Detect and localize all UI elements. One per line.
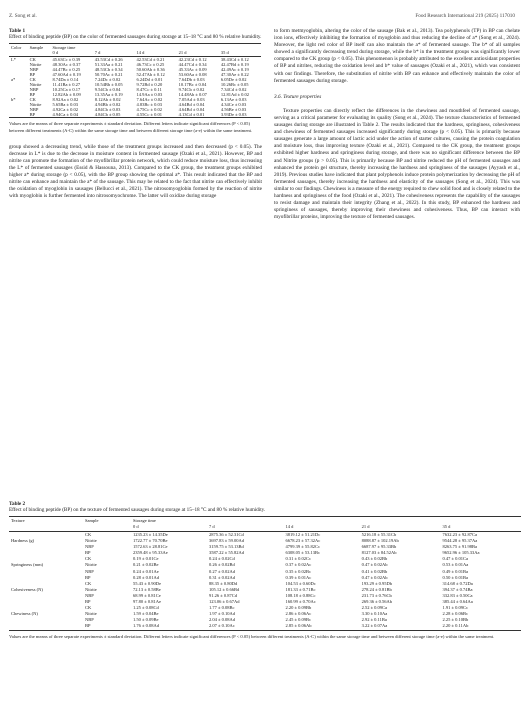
- value-cell: 50.70Ac ± 0.21: [94, 72, 123, 78]
- value-cell: 4.75Cc ± 0.02: [136, 107, 162, 113]
- value-cell: 4.56Be ± 0.03: [220, 107, 247, 113]
- right-body-text-2: Texture properties can directly reflect the differences in the chewiness and mouthfeel of fermented sausage, serving as a critical parameter for evaluating its quality (Song et al., 2024). The texture characteristics of fermented sausages during storage are illustrated in Table 2. The results indicated that the hardness, springiness, cohesiveness and chewiness of fermented sausages increased significantly during storage (p < 0.05). This is primarily because sausages generate a large amount of lactic acid under the action of starter cultures, causing the protein coagulation and moisture loss, thus improving texture (Ozaki et al., 2021). Compared to the CK group, the treatment groups exhibited higher hardness and springiness during storage, and there was no significant difference between the BP and Nitrite groups (p > 0.05). This is primarily because BP and nitrite reduced the pH of fermented sausages and enhanced the protein gel structure, thereby increasing the hardness and springiness of the sausages (Ayyash et al., 2019). Previous studies have indicated that plant polyphenols induce protein polymerization by decreasing the pH of fermented sausages, thereby increasing the hardness and elasticity of the sausages (Song et al., 2024). This was similar to our findings. Chewiness is a measure of the energy required to chew solid food and is closely related to the hardness and springiness of the food (Ozaki et al., 2021). The cohesiveness represents the capability of the sausages to resist damage and maintain their integrity (Zhang et al., 2022). In this study, BP enhanced the hardness and springiness of sausages, thereby improving their chewiness and cohesiveness. Thus, BP can interact with myofibrillar proteins, improving the texture of fermented sausages.: [274, 107, 521, 221]
- value-cell: 14.48Ab ± 0.07: [178, 92, 207, 98]
- value-cell: 10.54Bb ± 0.05: [94, 82, 123, 88]
- value-cell: 10.25Ca ± 0.17: [52, 87, 81, 93]
- value-cell: 53.60Aa ± 0.08: [178, 72, 207, 78]
- value-cell: 72.13 ± 0.58Be: [133, 586, 161, 592]
- value-cell: 7.64Db ± 0.03: [178, 77, 205, 83]
- value-cell: 97.80 ± 0.81Ae: [133, 599, 161, 605]
- value-cell: 88.35 ± 0.80Dd: [209, 580, 238, 586]
- value-cell: 12.81Ad ± 0.02: [220, 92, 250, 98]
- value-cell: 4.94Bb ± 0.02: [94, 102, 121, 108]
- value-cell: 2.25 ± 0.10Bb: [442, 617, 469, 623]
- sample-cell: BP: [29, 92, 36, 98]
- value-cell: 4.64Bd ± 0.04: [178, 102, 205, 108]
- value-cell: 4.84Cb ± 0.05: [93, 112, 135, 118]
- texture-cell: [9, 532, 83, 539]
- value-cell: 8.12Ab ± 0.02: [94, 97, 121, 103]
- value-cell: 68.99 ± 0.81Ce: [133, 592, 161, 598]
- sample-cell: NBP: [29, 67, 39, 72]
- sample-cell: NBP: [29, 107, 39, 113]
- value-cell: 8263.75 ± 91.98Ba: [442, 544, 477, 550]
- value-cell: 46.73Cc ± 0.25: [136, 61, 165, 67]
- table2-day-header: 14 d: [284, 524, 360, 532]
- value-cell: 2.20 ± 0.11Ab: [441, 623, 521, 630]
- value-cell: 2.85 ± 0.06Ab: [284, 623, 360, 630]
- sample-cell: Nitrite: [85, 538, 97, 544]
- sample-cell: Nitrite: [29, 82, 42, 88]
- sample-cell: CK: [85, 605, 92, 611]
- value-cell: 12.82Ab ± 0.09: [52, 92, 81, 98]
- value-cell: 42.49Ac ± 0.19: [220, 67, 249, 72]
- value-cell: 38.43Cd ± 0.12: [220, 56, 249, 62]
- table2-day-header: 35 d: [441, 524, 521, 532]
- value-cell: 2.28 ± 0.06Bc: [442, 611, 468, 617]
- value-cell: 1.50 ± 0.09Be: [133, 617, 159, 623]
- value-cell: 2.52 ± 0.09Ca: [361, 605, 388, 611]
- value-cell: 0.31 ± 0.02Ad: [209, 574, 235, 580]
- value-cell: 0.47 ± 0.01Ca: [442, 556, 468, 562]
- value-cell: 123.06 ± 0.67Ad: [209, 599, 240, 605]
- value-cell: 0.27 ± 0.02Ad: [209, 568, 235, 574]
- sample-cell: BP: [85, 574, 91, 580]
- value-cell: 6.05De ± 0.02: [220, 77, 247, 83]
- table1-note: Values are the means of three separate experiments ± standard deviation. Different letters indicate significant differences (P < 0.05) between different treatments (A-C) within the same storage time and between different storage time (a-e) within the same treatment.: [9, 121, 253, 133]
- value-cell: 0.50 ± 0.01Ba: [442, 574, 468, 580]
- table2-col-texture: Texture: [9, 516, 83, 524]
- value-cell: 6678.23 ± 57.32Ac: [285, 538, 321, 544]
- table2-header-spacer: [83, 524, 131, 532]
- value-cell: 11.41Ba ± 0.27: [52, 82, 81, 88]
- sample-cell: CK: [85, 556, 92, 562]
- value-cell: 6.13Ae ± 0.03: [220, 97, 247, 103]
- value-cell: 1235.23 ± 14.35De: [133, 532, 168, 537]
- value-cell: 44.47Bc ± 0.25: [52, 67, 81, 72]
- sample-cell: NBP: [85, 617, 94, 623]
- value-cell: 394.37 ± 0.74Ba: [442, 586, 473, 592]
- value-cell: 42.23Cd ± 0.12: [178, 56, 207, 62]
- table2-day-header: 7 d: [207, 524, 284, 532]
- table-row: [9, 532, 521, 539]
- value-cell: 3.93De ± 0.03: [219, 112, 261, 118]
- value-cell: 55.43 ± 0.90De: [133, 580, 161, 586]
- value-cell: 3819.12 ± 51.21Dc: [285, 532, 321, 537]
- table2-header-spacer: [9, 524, 83, 532]
- value-cell: 4.34Ce ± 0.03: [220, 102, 247, 108]
- value-cell: 13.35Aa ± 0.19: [94, 92, 123, 98]
- value-cell: 4.83Bc ± 0.03: [136, 102, 162, 108]
- value-cell: 51.33Aa ± 0.21: [94, 61, 123, 67]
- value-cell: 8.92Aa ± 0.02: [52, 97, 79, 103]
- left-column: [9, 28, 262, 200]
- table2-day-header: 0 d: [131, 524, 207, 532]
- table2-block: [9, 501, 521, 640]
- value-cell: 1.77 ± 0.08Bc: [209, 605, 235, 611]
- value-cell: 47.60Ad ± 0.19: [52, 72, 81, 78]
- running-header-authors: Z. Song et al.: [9, 13, 37, 19]
- value-cell: 2.20 ± 0.09Bb: [285, 605, 312, 611]
- sample-cell: NBP: [85, 544, 94, 550]
- value-cell: 5.65Ba ± 0.03: [52, 102, 78, 108]
- value-cell: 314.68 ± 0.72Da: [442, 580, 473, 586]
- left-body-text: group showed a decreasing trend, while those of the treatment groups increased and then decreased (p < 0.05). The decrease in L* is due to the decrease in moisture content in fermented sausage (Ozaki et al., 2021). However, BP and nitrite can promote the formation of the myofibrillar protein network, which could reduce moisture loss, thus increasing the L* of fermented sausages (Essid & Hassouna, 2013). Compared to the CK group, the treatment groups exhibited higher a* during storage (p < 0.05), with the BP group showing the optimal a*. This result indicated that the BP and nitrite can enhance and maintain the a* of the sausage. This may be related to the fact that nitrite can effectively inhibit the oxidation of myoglobin in sausages (Bellucci et al., 2021). The nitrosomyoglobin formed by the reaction of nitrite with myoglobin is further fermented into nitrosomyochrome. The latter will oxidize during storage: [9, 143, 262, 200]
- value-cell: 6308.05 ± 53.13Bc: [285, 550, 321, 556]
- value-cell: 0.35 ± 0.02Bc: [285, 568, 312, 574]
- value-cell: 0.41 ± 0.02Bb: [361, 568, 388, 574]
- value-cell: 332.83 ± 0.50Ca: [442, 592, 473, 598]
- table1-day-header: 7 d: [93, 50, 135, 57]
- table2-col-sample: Sample: [83, 516, 131, 524]
- value-cell: 3697.83 ± 59.00Ad: [209, 538, 244, 544]
- value-cell: 0.49 ± 0.01Ba: [442, 568, 468, 574]
- value-cell: 4.13Cd ± 0.01: [177, 112, 219, 118]
- value-cell: 7.64Ac ± 0.02: [136, 97, 163, 103]
- value-cell: 9.54Cb ± 0.04: [94, 87, 121, 93]
- sample-cell: CK: [85, 580, 92, 586]
- value-cell: 2.04 ± 0.08Ad: [209, 617, 235, 623]
- value-cell: 181.33 ± 0.71Bc: [285, 586, 316, 592]
- value-cell: 104.53 ± 0.60Dc: [285, 580, 316, 586]
- value-cell: 7632.23 ± 92.87Ca: [442, 532, 477, 537]
- sample-cell: Nitrite: [85, 586, 97, 592]
- value-cell: 48.30Ac ± 0.37: [52, 61, 81, 67]
- color-cell: [9, 112, 28, 118]
- value-cell: 8.74Da ± 0.14: [52, 77, 79, 83]
- value-cell: 42.47Bd ± 0.19: [220, 61, 249, 67]
- value-cell: 8127.03 ± 84.52Ab: [361, 550, 397, 556]
- table2-caption: [9, 501, 521, 514]
- value-cell: 2.45 ± 0.09Bc: [285, 617, 312, 623]
- value-cell: 10.17Bc ± 0.04: [178, 82, 207, 88]
- value-cell: 3159.75 ± 53.13Bd: [209, 544, 244, 550]
- value-cell: 9652.96 ± 105.33Aa: [442, 550, 480, 556]
- value-cell: 385.44 ± 0.64Aa: [442, 599, 473, 605]
- table2-col-storage: Storage time: [131, 516, 521, 524]
- sample-cell: Nitrite: [85, 611, 97, 617]
- value-cell: 2359.48 ± 95.33Ae: [133, 550, 168, 556]
- sample-cell: CK: [29, 77, 36, 83]
- value-cell: 9.74Cb ± 0.02: [178, 87, 205, 93]
- right-column: [274, 28, 520, 221]
- value-cell: 50.60Ab ± 0.36: [136, 67, 165, 72]
- value-cell: 231.73 ± 0.76Cb: [361, 592, 392, 598]
- value-cell: 3587.22 ± 55.82Ad: [209, 550, 244, 556]
- value-cell: 2.92 ± 0.11Ba: [361, 617, 387, 623]
- sample-cell: Nitrite: [29, 61, 42, 67]
- table2-label: Table 2: [9, 501, 26, 507]
- value-cell: 52.47Ab ± 0.12: [136, 72, 165, 78]
- value-cell: 44.47Cd ± 0.34: [178, 61, 207, 67]
- value-cell: 4.92Ca ± 0.02: [52, 107, 78, 113]
- texture-cell: Cohesiveness (N): [11, 586, 43, 592]
- sample-cell: BP: [85, 550, 91, 556]
- table2-caption-text: Effect of binding peptide (BP) on the texture of fermented sausages during storage at 15–18 °C and 80 % relative humidity.: [9, 507, 266, 514]
- value-cell: 8.47Cc ± 0.11: [136, 87, 162, 93]
- sample-cell: NBP: [85, 568, 94, 574]
- table1-label: Table 1: [9, 28, 26, 34]
- right-body-text-1: to form metmyoglobin, altering the color of the sausage (Bak et al., 2013). Tea polyphenols (TP) in BP can chelate iron ions, effectively inhibiting the formation of myoglobin and thus reducing the decline of a* (Song et al., 2024). Moreover, the light red color of BP itself can also maintain the a* of fermented sausage. The b* of all samples showed a significantly decreasing trend during storage, while the b* in the treatment groups was significantly lower compared to the CK group (p < 0.05). This phenomenon is probably attributed to the excellent antioxidant properties of BP and nitrites, reducing the oxidation level and b* value of sausages (Ozaki et al., 2021), which was consistent with our findings. Therefore, the substitution of nitrite with BP can enhance and effectively maintain the color of fermented sausages during storage.: [274, 28, 520, 84]
- value-cell: 7.05Ad ± 0.03: [178, 97, 205, 103]
- table-row: [9, 623, 521, 630]
- value-cell: 2875.36 ± 52.31Cd: [209, 532, 244, 537]
- value-cell: 0.47 ± 0.02Ab: [361, 562, 388, 568]
- sample-cell: CK: [29, 97, 36, 103]
- value-cell: 45.33Ac ± 0.09: [178, 67, 207, 72]
- color-cell: L*: [11, 56, 16, 62]
- value-cell: 1.59 ± 0.04Be: [133, 611, 159, 617]
- color-cell: a*: [11, 77, 16, 83]
- sample-cell: BP: [83, 623, 131, 630]
- value-cell: 0.31 ± 0.02Cc: [285, 556, 312, 562]
- sample-cell: CK: [85, 532, 92, 537]
- value-cell: 4799.39 ± 55.82Cc: [285, 544, 321, 550]
- value-cell: 0.26 ± 0.02Bd: [209, 562, 235, 568]
- value-cell: 7.24Dc ± 0.02: [94, 77, 121, 83]
- sample-cell: CK: [29, 56, 36, 62]
- sample-cell: NBP: [29, 87, 39, 93]
- value-cell: 0.43 ± 0.02Bb: [361, 556, 388, 562]
- value-cell: 0.24 ± 0.02Cd: [209, 556, 235, 562]
- value-cell: 9.72Bd ± 0.20: [136, 82, 163, 88]
- value-cell: 0.37 ± 0.02Ac: [285, 562, 312, 568]
- value-cell: 0.39 ± 0.01Ac: [285, 574, 312, 580]
- table1: [9, 43, 261, 119]
- texture-cell: Hardness (g): [11, 538, 35, 544]
- value-cell: 1572.63 ± 28.81Ce: [133, 544, 168, 550]
- table2: [9, 516, 521, 631]
- running-header-journal: Food Research International 219 (2025) 117010: [415, 13, 515, 19]
- value-cell: 278.24 ± 0.81Bb: [361, 586, 392, 592]
- value-cell: 43.53Cd ± 0.26: [94, 56, 123, 62]
- value-cell: 4.84Cb ± 0.03: [94, 107, 121, 113]
- table2-note: Values are the means of three separate experiments ± standard deviation. Different letters indicate significant differences (P < 0.05) between different treatments (A-C) within the same storage time and between different storage time (a-e) within the same treatment.: [9, 633, 495, 639]
- sample-cell: BP: [28, 112, 51, 118]
- table1-caption-text: Effect of binding peptide (BP) on the color of fermented sausages during storage at 15–18 °C and 80 % relative humidity.: [9, 34, 262, 41]
- table1-caption: [9, 28, 262, 41]
- value-cell: 0.47 ± 0.02Ab: [361, 574, 388, 580]
- table1-day-header: 14 d: [135, 50, 177, 57]
- value-cell: 4.55Cc ± 0.01: [135, 112, 177, 118]
- value-cell: 160.99 ± 0.70Ac: [285, 599, 316, 605]
- value-cell: 6.24Dd ± 0.01: [136, 77, 163, 83]
- value-cell: 91.26 ± 0.87Cd: [209, 592, 237, 598]
- table-row: [9, 112, 261, 118]
- table1-col-sample: Sample: [28, 43, 51, 50]
- value-cell: 5216.18 ± 55.31Cb: [361, 532, 397, 537]
- value-cell: 1.76 ± 0.08Ad: [131, 623, 207, 630]
- value-cell: 6687.97 ± 95.33Bb: [361, 544, 397, 550]
- value-cell: 2.07 ± 0.10Ac: [207, 623, 284, 630]
- value-cell: 9544.28 ± 95.37Aa: [442, 538, 478, 544]
- value-cell: 48.53Cb ± 0.34: [94, 67, 123, 72]
- table1-col-storage: Storage time: [51, 43, 261, 50]
- value-cell: 105.12 ± 0.66Bd: [209, 586, 240, 592]
- texture-cell: Springiness (mm): [11, 562, 44, 568]
- sample-cell: NBP: [85, 592, 94, 598]
- value-cell: 4.64Bd ± 0.04: [178, 107, 205, 113]
- value-cell: 8088.87 ± 102.19Ab: [361, 538, 399, 544]
- value-cell: 3.22 ± 0.07Aa: [360, 623, 441, 630]
- table1-day-header: 0 d: [51, 50, 93, 57]
- value-cell: 269.36 ± 0.56Ab: [361, 599, 393, 605]
- texture-cell: Chewiness (N): [11, 611, 38, 617]
- sample-cell: BP: [29, 72, 36, 78]
- value-cell: 1.97 ± 0.10Ad: [209, 611, 235, 617]
- table1-day-header: 35 d: [219, 50, 261, 57]
- table1-day-header: 21 d: [177, 50, 219, 57]
- value-cell: 193.29 ± 0.95Db: [361, 580, 393, 586]
- table1-col-color: Color: [9, 43, 28, 50]
- value-cell: 42.53Cd ± 0.21: [136, 56, 165, 62]
- value-cell: 7.34Cd ± 0.02: [220, 87, 247, 93]
- value-cell: 0.19 ± 0.01Ce: [133, 556, 159, 562]
- value-cell: 4.94Ca ± 0.04: [51, 112, 93, 118]
- sample-cell: Nitrite: [29, 102, 42, 108]
- value-cell: 0.24 ± 0.01Ae: [133, 568, 159, 574]
- value-cell: 108.18 ± 0.88Cc: [285, 592, 316, 598]
- table2-day-header: 21 d: [360, 524, 441, 532]
- section-title: 3.6. Texture properties: [274, 93, 322, 100]
- sample-cell: BP: [85, 599, 91, 605]
- value-cell: 1.25 ± 0.08Cd: [133, 605, 159, 611]
- sample-cell: Nitrite: [85, 562, 97, 568]
- color-cell: b*: [11, 97, 16, 103]
- value-cell: 14.9Aa ± 0.03: [136, 92, 163, 98]
- value-cell: 45.63Cc ± 0.39: [52, 56, 81, 62]
- value-cell: 2.86 ± 0.06Ac: [285, 611, 312, 617]
- value-cell: 0.21 ± 0.02Be: [133, 562, 159, 568]
- value-cell: 47.30Ae ± 0.22: [220, 72, 249, 78]
- value-cell: 1.91 ± 0.09Cc: [442, 605, 468, 611]
- value-cell: 1722.77 ± 70.70Be: [133, 538, 168, 544]
- value-cell: 0.28 ± 0.01Ad: [133, 574, 159, 580]
- texture-cell: [9, 623, 83, 630]
- value-cell: 0.53 ± 0.01Aa: [442, 562, 469, 568]
- value-cell: 10.26Bc ± 0.05: [220, 82, 249, 88]
- value-cell: 3.30 ± 0.10Aa: [361, 611, 388, 617]
